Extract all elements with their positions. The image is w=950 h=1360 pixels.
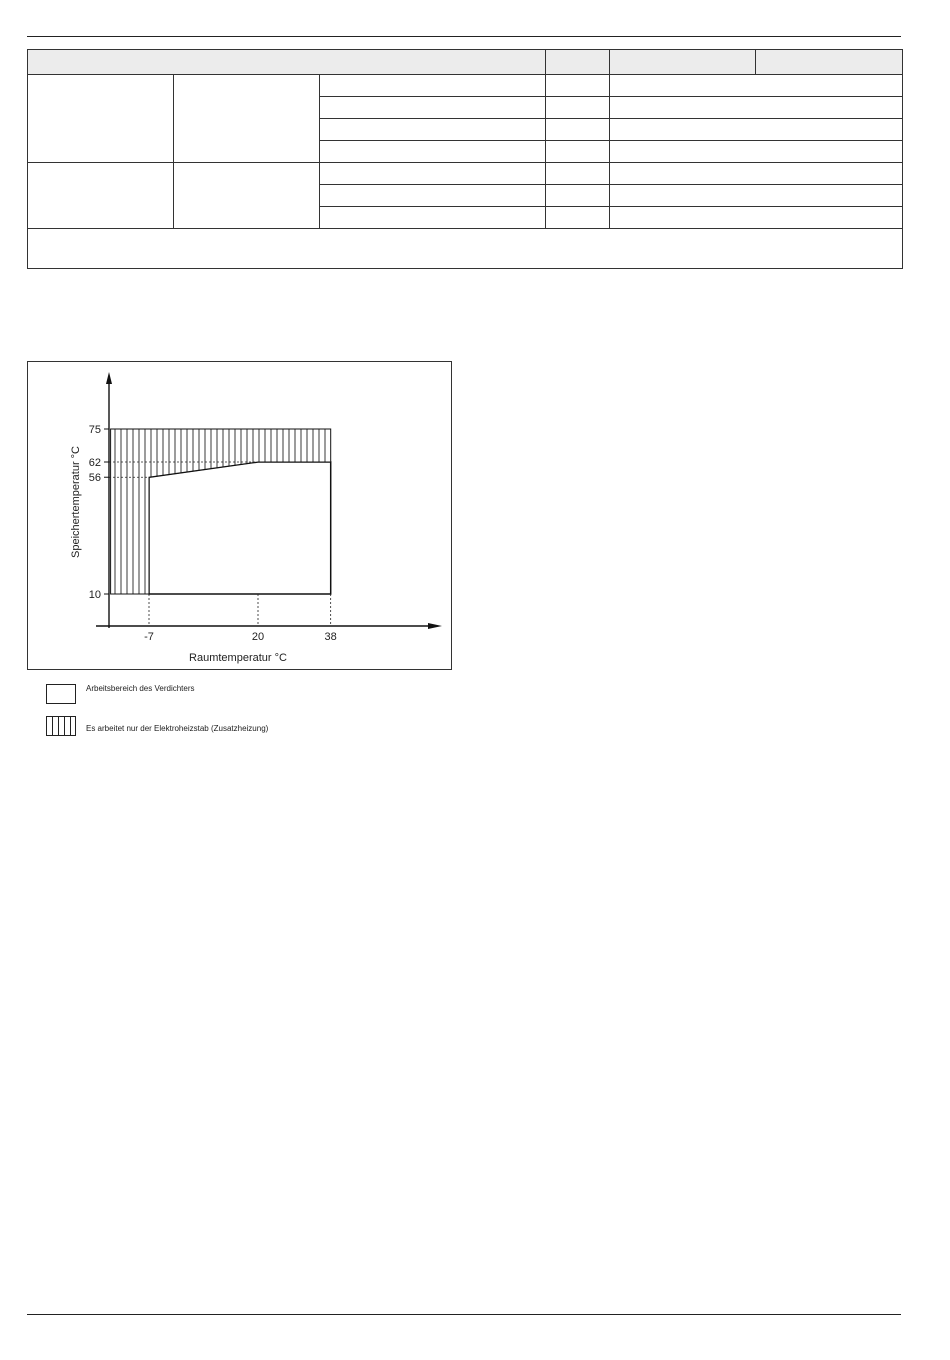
- table-header-cell: [28, 50, 546, 75]
- legend-swatch-hatched: [46, 716, 76, 736]
- y-axis-label: Speichertemperatur °C: [70, 445, 82, 559]
- x-axis-label: Raumtemperatur °C: [189, 652, 287, 664]
- table-cell: [610, 119, 903, 141]
- table-cell: [320, 119, 546, 141]
- table-header-cell: [546, 50, 610, 75]
- table-cell: [610, 141, 903, 163]
- y-axis-arrow: [106, 372, 112, 384]
- footer-rule: [27, 1314, 901, 1315]
- table-header-cell: [610, 50, 756, 75]
- table-cell: [546, 75, 610, 97]
- table-cell: [320, 97, 546, 119]
- chart-svg: [28, 362, 453, 671]
- table-cell: [610, 75, 903, 97]
- table-note-cell: [28, 229, 903, 269]
- table-cell: [174, 163, 320, 229]
- table-cell: [28, 163, 174, 229]
- table-cell: [320, 163, 546, 185]
- table-cell: [610, 97, 903, 119]
- table-cell: [546, 185, 610, 207]
- table-cell: [28, 75, 174, 163]
- compressor-region: [149, 462, 331, 594]
- legend-swatch-plain: [46, 684, 76, 704]
- spec-table: [27, 49, 903, 269]
- table-cell: [174, 75, 320, 163]
- table-header-cell: [756, 50, 903, 75]
- legend-item-compressor: [46, 684, 195, 704]
- table-cell: [320, 75, 546, 97]
- y-tick-label: 62: [88, 457, 101, 469]
- table-cell: [320, 185, 546, 207]
- table-header-row: [28, 50, 903, 75]
- table-cell: [546, 97, 610, 119]
- table-cell: [546, 119, 610, 141]
- x-tick-label: -7: [144, 631, 154, 643]
- legend-item-heater: [46, 716, 268, 736]
- table-cell: [546, 163, 610, 185]
- x-axis-arrow: [428, 623, 442, 629]
- table-cell: [610, 163, 903, 185]
- table-cell: [320, 207, 546, 229]
- x-tick-label: 20: [251, 631, 265, 643]
- legend-label-compressor: Arbeitsbereich des Verdichters: [86, 683, 195, 693]
- table-cell: [610, 185, 903, 207]
- table-row: [28, 75, 903, 97]
- y-tick-label: 75: [88, 424, 101, 436]
- operating-range-chart: [27, 361, 452, 670]
- table-note-row: [28, 229, 903, 269]
- y-tick-label: 10: [88, 589, 101, 601]
- x-tick-label: 38: [324, 631, 337, 643]
- y-tick-label: 56: [88, 472, 101, 485]
- table-cell: [546, 207, 610, 229]
- table-cell: [546, 141, 610, 163]
- table-cell: [610, 207, 903, 229]
- table-cell: [320, 141, 546, 163]
- header-rule: [27, 36, 901, 37]
- legend-label-heater: Es arbeitet nur der Elektroheizstab (Zusatzheizung): [86, 723, 269, 733]
- table-row: [28, 163, 903, 185]
